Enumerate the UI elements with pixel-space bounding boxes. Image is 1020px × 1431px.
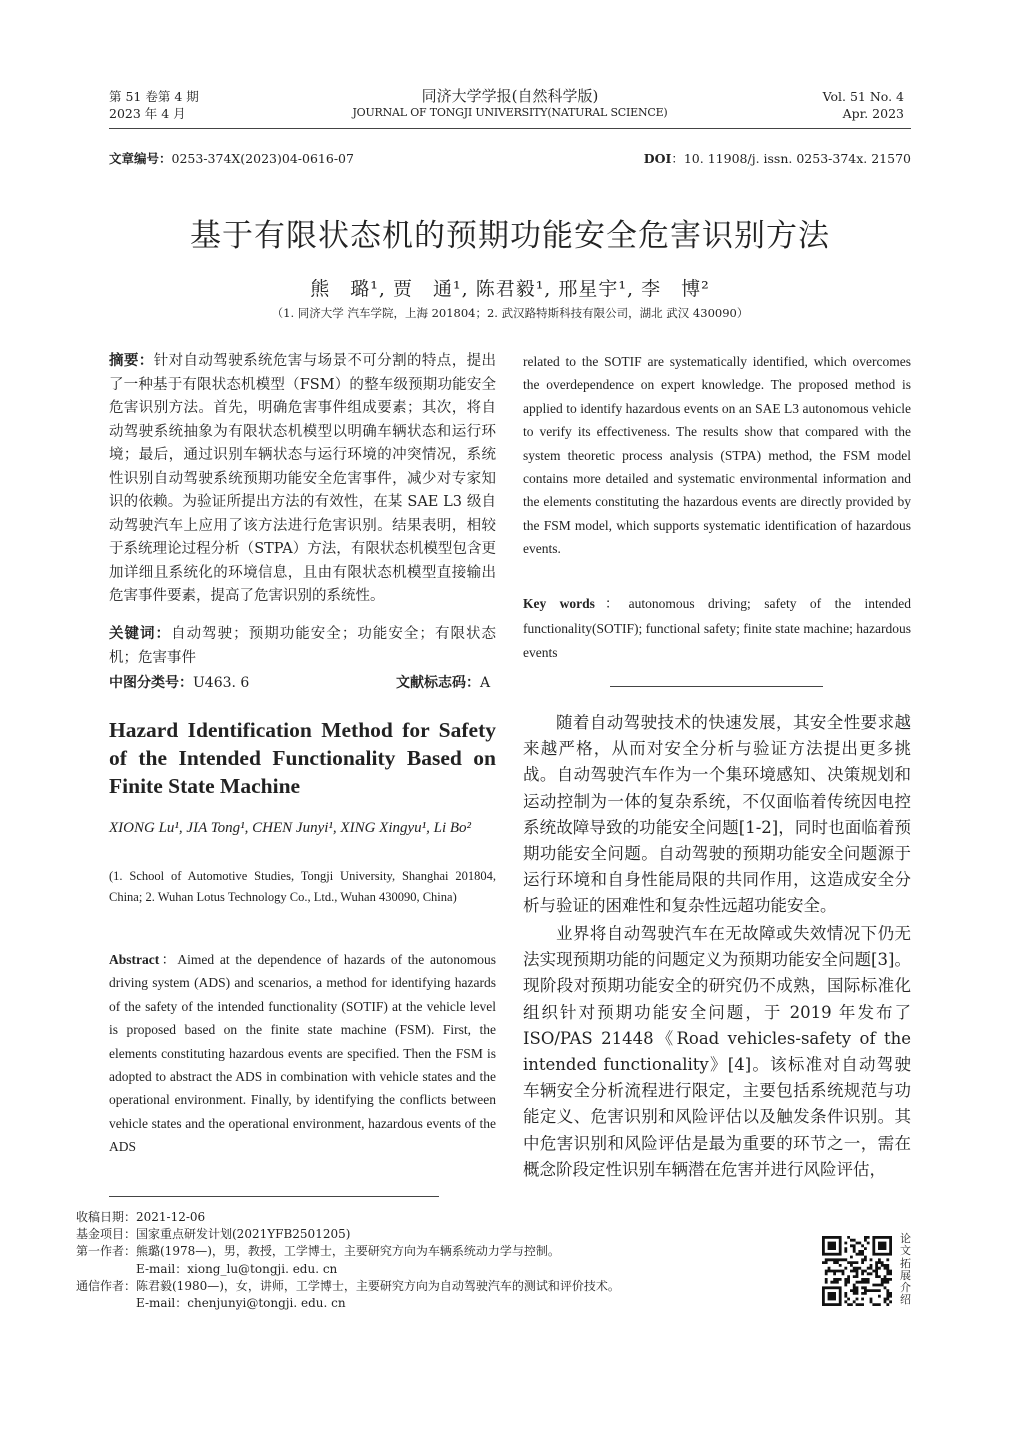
affiliations-en: (1. School of Automotive Studies, Tongji University, Shanghai 201804, China; 2. Wuhan Lotus Technology Co., Ltd., Wuhan 430090, China)	[109, 869, 496, 904]
abstract-en-part2: related to the SOTIF are systematically identified, which overcomes the overdependence on expert knowledge. The proposed method is applied to identify hazardous events on an SAE L3 autonomous vehicle to verify its effectiveness. The results show that compared with the system theoretic process analysis (STPA) method, the FSM model contains more detailed and systematic environmental information and the elements constituting the hazardous events are directly provided by the FSM model, which supports systematic identification of hazardous events.	[523, 354, 911, 557]
authors-cn: 熊 璐¹, 贾 通¹, 陈君毅¹, 邢星宇¹, 李 博²	[310, 278, 710, 300]
abstract-en-part1	[109, 948, 496, 1159]
footnotes	[72, 1209, 752, 1312]
article-number-label: 文章编号：	[109, 151, 172, 166]
footnote-received: 收稿日期： 2021-12-06	[75, 1210, 206, 1224]
issue-info	[109, 88, 199, 122]
keywords-en-text: ：autonomous driving; safety of the intended functionality(SOTIF); functional safety; finite state machine; hazardous events	[523, 596, 912, 660]
title-cn: 基于有限状态机的预期功能安全危害识别方法	[190, 218, 830, 254]
qr-label: 论文拓展介绍	[900, 1232, 911, 1307]
doc-code-value: A	[480, 675, 491, 691]
document-code	[396, 672, 490, 692]
abstract-cn	[109, 350, 496, 609]
doc-code-label: 文献标志码：	[396, 675, 480, 691]
footnote-corresponding-email: E-mail：chenjunyi@tongji. edu. cn	[136, 1296, 346, 1311]
footnote-corresponding-author: 通信作者： 陈君毅(1980—)，女，讲师，工学博士，主要研究方向为自动驾驶汽车的测试和评价技术。	[75, 1278, 620, 1293]
article-number-value: 0253-374X(2023)04-0616-07	[171, 151, 354, 166]
month-line: Apr. 2023	[842, 106, 904, 121]
clc-value: U463. 6	[193, 675, 250, 691]
affiliations-cn: （1. 同济大学 汽车学院，上海 201804；2. 武汉路特斯科技有限公司，湖北 武汉 430090）	[271, 306, 749, 320]
keywords-en	[523, 592, 911, 666]
date-line: 2023 年 4 月	[109, 106, 186, 121]
abstract-cn-text: 针对自动驾驶系统危害与场景不可分割的特点，提出了一种基于有限状态机模型（FSM）的整车级预期功能安全危害识别方法。首先，明确危害事件组成要素；其次，将自动驾驶系统抽象为有限状态机模型以明确车辆状态和运行环境；最后，通过识别车辆状态与运行环境的冲突情况，系统性识别自动驾驶系统预期功能安全危害事件，减少对专家知识的依赖。为验证所提出方法的有效性，在某 SAE L3 级自动驾驶汽车上应用了该方法进行危害识别。结果表明，相较于系统理论过程分析（STPA）方法，有限状态机模型包含更加详细且系统化的环境信息，且由有限状态机模型直接输出危害事件要素，提高了危害识别的系统性。	[109, 353, 497, 604]
footnote-first-author-email: E-mail：xiong_lu@tongji. edu. cn	[136, 1261, 338, 1276]
clc-number	[109, 672, 249, 692]
volume-line: Vol. 51 No. 4	[822, 89, 904, 104]
footnote-first-author: 第一作者： 熊璐(1978—)，男，教授，工学博士，主要研究方向为车辆系统动力学与控制。	[75, 1244, 560, 1259]
abstract-en-label: Abstract	[109, 952, 160, 967]
journal-name-en: JOURNAL OF TONGJI UNIVERSITY(NATURAL SCIENCE)	[352, 106, 668, 119]
journal-name-cn: 同济大学学报(自然科学版)	[421, 87, 599, 105]
footnote-fund: 基金项目： 国家重点研发计划(2021YFB2501205)	[75, 1227, 351, 1242]
keywords-en-label: Key words	[523, 596, 595, 611]
body-paragraph-1: 随着自动驾驶技术的快速发展，其安全性要求越来越严格，从而对安全分析与验证方法提出更多挑战。自动驾驶汽车作为一个集环境感知、决策规划和运动控制为一体的复杂系统，不仅面临着传统因电控系统故障导致的功能安全问题[1-2]，同时也面临着预期功能安全问题。自动驾驶的预期功能安全问题源于运行环境和自身性能局限的共同作用，这造成安全分析与验证的困难性和复杂性远超功能安全。	[523, 713, 911, 916]
body-paragraph-2: 业界将自动驾驶汽车在无故障或失效情况下仍无法实现预期功能的问题定义为预期功能安全问题[3]。现阶段对预期功能安全的研究仍不成熟，国际标准化组织针对预期功能安全问题，于 2019 年发布了 ISO/PAS 21448《Road vehicles-safety of the intended functionality》[4]。该标准对自动驾驶车辆安全分析流程进行限定，主要包括系统规范与功能定义、危害识别和风险评估以及触发条件识别。其中危害识别和风险评估是最为重要的环节之一，需在概念阶段定性识别车辆潜在危害并进行风险评估，	[523, 924, 911, 1179]
authors-en: XIONG Lu¹, JIA Tong¹, CHEN Junyi¹, XING Xingyu¹, Li Bo²	[109, 820, 472, 836]
title-en: Hazard Identification Method for Safety of the Intended Functionality Based on Finite State Machine	[109, 718, 496, 798]
header-rule	[109, 128, 911, 129]
issue-line: 第 51 卷第 4 期	[109, 89, 199, 104]
volume-info	[823, 88, 904, 122]
clc-label: 中图分类号：	[109, 675, 193, 691]
doi-label: DOI	[643, 151, 672, 166]
abstract-cn-label: 摘要：	[109, 353, 154, 369]
keywords-cn	[109, 623, 496, 670]
article-number	[109, 149, 354, 167]
journal-name	[300, 86, 720, 120]
keywords-cn-label: 关键词：	[109, 626, 172, 642]
doi-value: ：10. 11908/j. issn. 0253-374x. 21570	[671, 151, 911, 166]
abstract-en-text-left: ：Aimed at the dependence of hazards of the autonomous driving system (ADS) and scenarios, a method for identifying hazards of the safety of the intended functionality (SOTIF) at the vehicle level is proposed based on the finite state machine (FSM). First, the elements constituting hazardous events are specified. Then the FSM is adopted to abstract the ADS in combination with vehicle states and the operational environment. Finally, by identifying the conflicts between vehicle states and the operational environment, hazardous events of the ADS	[109, 952, 496, 1155]
keywords-cn-text: 自动驾驶；预期功能安全；功能安全；有限状态机；危害事件	[109, 626, 497, 666]
doi	[644, 149, 911, 167]
qr-code-icon[interactable]	[822, 1236, 892, 1306]
section-divider	[610, 686, 823, 687]
footnote-rule	[109, 1196, 439, 1197]
